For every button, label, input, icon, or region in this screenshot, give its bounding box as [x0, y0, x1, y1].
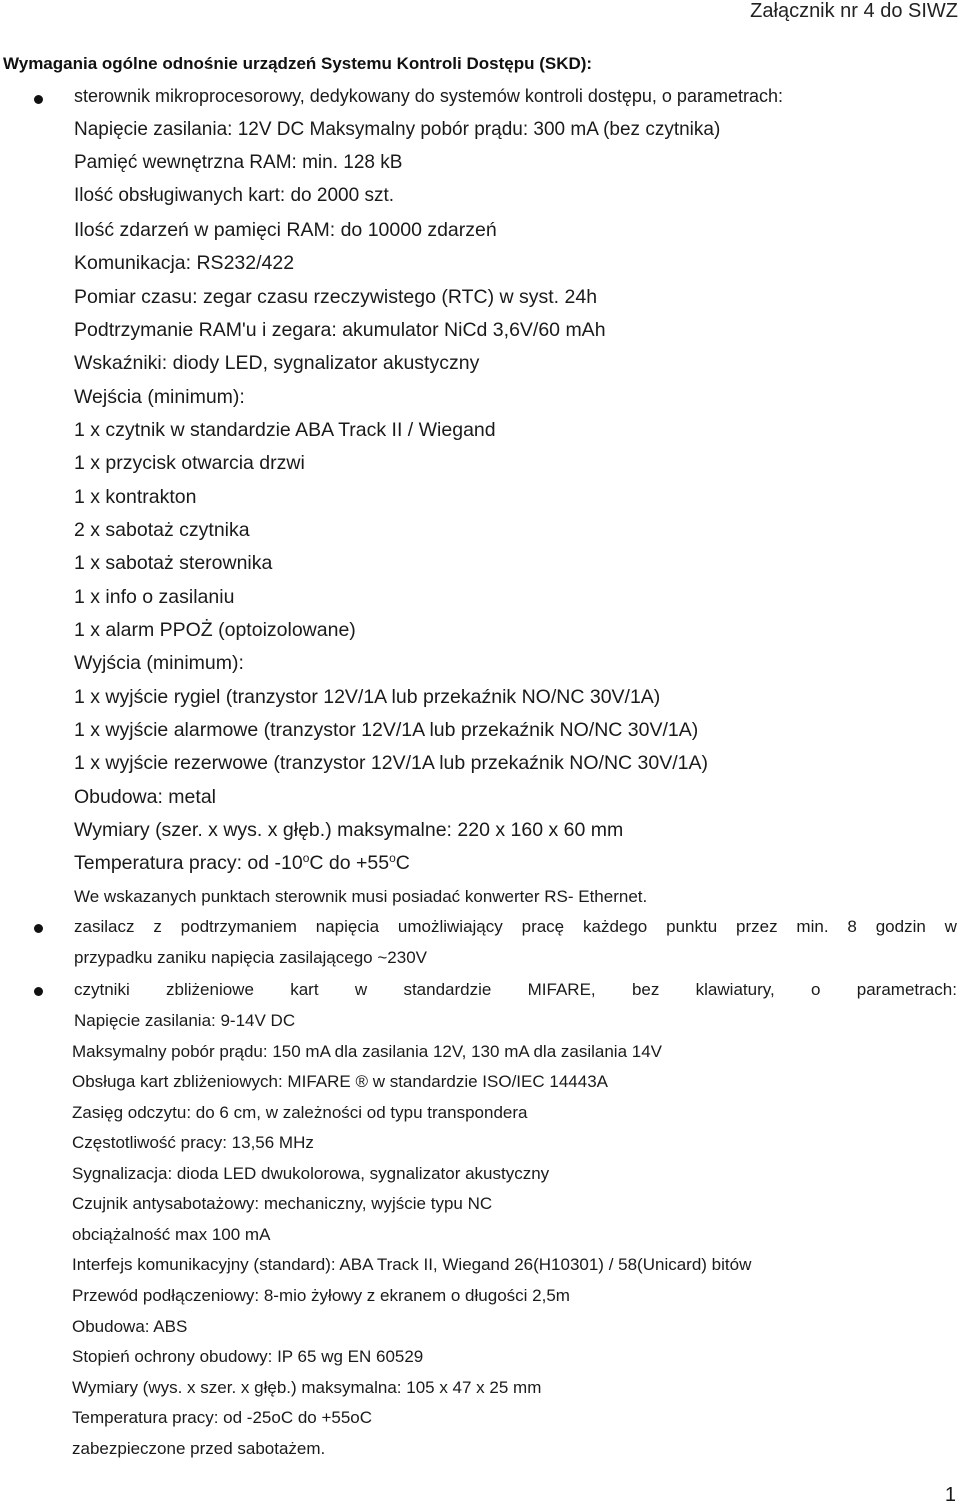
reader-spec-11: Stopień ochrony obudowy: IP 65 wg EN 60529 [72, 1347, 424, 1366]
readers-line-1-word: czytniki [74, 980, 130, 999]
temp-mid: C do +55 [309, 852, 390, 874]
readers-line-1-word: MIFARE, [527, 980, 596, 999]
controller-spec-arial-1: Pamięć wewnętrzna RAM: min. 128 kB [74, 152, 403, 173]
temp-degree-2: o [389, 851, 396, 865]
controller-spec-9: 2 x sabotaż czytnika [74, 519, 250, 541]
bullet-psu [34, 924, 43, 933]
psu-line-1-word: pracę [521, 917, 565, 936]
controller-spec-10: 1 x sabotaż sterownika [74, 552, 273, 574]
controller-spec-5: Wejścia (minimum): [74, 386, 245, 408]
reader-spec-9: Przewód podłączeniowy: 8-mio żyłowy z ekranem o długości 2,5m [72, 1286, 570, 1305]
psu-line-1-word: napięcia [315, 917, 380, 936]
controller-spec-17: Obudowa: metal [74, 786, 216, 808]
ethernet-note: We wskazanych punktach sterownik musi posiadać konwerter RS- Ethernet. [74, 887, 648, 906]
controller-spec-4: Wskaźniki: diody LED, sygnalizator akustyczny [74, 352, 480, 374]
temp-prefix: Temperatura pracy: od -10 [74, 852, 303, 874]
controller-spec-2: Pomiar czasu: zegar czasu rzeczywistego (RTC) w syst. 24h [74, 286, 598, 308]
psu-line-1-word: godzin [875, 917, 926, 936]
reader-spec-12: Wymiary (wys. x szer. x głęb.) maksymalna: 105 x 47 x 25 mm [72, 1378, 542, 1397]
reader-spec-2: Obsługa kart zbliżeniowych: MIFARE ® w standardzie ISO/IEC 14443A [72, 1072, 608, 1091]
reader-spec-13: Temperatura pracy: od -25oC do +55oC [72, 1408, 373, 1427]
reader-spec-7: obciążalność max 100 mA [72, 1225, 271, 1244]
attachment-label: Załącznik nr 4 do SIWZ [750, 0, 958, 22]
controller-spec-arial-0: Napięcie zasilania: 12V DC Maksymalny pobór prądu: 300 mA (bez czytnika) [74, 119, 721, 140]
psu-line-1-word: podtrzymaniem [180, 917, 297, 936]
psu-line-2: przypadku zaniku napięcia zasilającego ~230V [74, 948, 427, 967]
reader-spec-1: Maksymalny pobór prądu: 150 mA dla zasilania 12V, 130 mA dla zasilania 14V [72, 1042, 663, 1061]
controller-spec-18: Wymiary (szer. x wys. x głęb.) maksymalne: 220 x 160 x 60 mm [74, 819, 624, 841]
psu-line-1-word: w [944, 917, 957, 936]
reader-spec-10: Obudowa: ABS [72, 1317, 188, 1336]
psu-line-1 [74, 917, 957, 937]
reader-spec-14: zabezpieczone przed sabotażem. [72, 1439, 326, 1458]
readers-line-1-word: bez [631, 980, 660, 999]
section-heading: Wymagania ogólne odnośnie urządzeń Systemu Kontroli Dostępu (SKD): [3, 54, 593, 73]
controller-spec-6: 1 x czytnik w standardzie ABA Track II / Wiegand [74, 419, 496, 441]
reader-spec-4: Częstotliwość pracy: 13,56 MHz [72, 1133, 314, 1152]
readers-line-1-word: parametrach: [856, 980, 957, 999]
reader-spec-8: Interfejs komunikacyjny (standard): ABA Track II, Wiegand 26(H10301) / 58(Unicard) bitów [72, 1255, 752, 1274]
readers-line-1-word: zbliżeniowe [166, 980, 254, 999]
controller-spec-13: Wyjścia (minimum): [74, 652, 244, 674]
temp-degree-1: o [302, 851, 310, 865]
reader-spec-3: Zasięg odczytu: do 6 cm, w zależności od typu transpondera [72, 1103, 528, 1122]
controller-spec-3: Podtrzymanie RAM'u i zegara: akumulator NiCd 3,6V/60 mAh [74, 319, 606, 341]
psu-line-1-word: każdego [582, 917, 648, 936]
controller-spec-0: Ilość zdarzeń w pamięci RAM: do 10000 zdarzeń [74, 219, 497, 241]
controller-spec-7: 1 x przycisk otwarcia drzwi [74, 452, 305, 474]
controller-temperature [74, 852, 410, 875]
reader-spec-0: Napięcie zasilania: 9-14V DC [74, 1011, 296, 1030]
controller-spec-11: 1 x info o zasilaniu [74, 586, 235, 608]
bullet-controller [34, 95, 43, 104]
readers-line-1-word: standardzie [403, 980, 492, 999]
readers-line-1-word: klawiatury, [695, 980, 775, 999]
reader-spec-5: Sygnalizacja: dioda LED dwukolorowa, sygnalizator akustyczny [72, 1164, 550, 1183]
controller-spec-15: 1 x wyjście alarmowe (tranzystor 12V/1A lub przekaźnik NO/NC 30V/1A) [74, 719, 699, 741]
psu-line-1-word: zasilacz [74, 917, 135, 936]
psu-line-1-word: min. [796, 917, 829, 936]
controller-spec-14: 1 x wyjście rygiel (tranzystor 12V/1A lub przekaźnik NO/NC 30V/1A) [74, 686, 661, 708]
psu-line-1-word: z [153, 917, 162, 936]
readers-line-1 [74, 980, 957, 1000]
psu-line-1-word: przez [736, 917, 778, 936]
controller-spec-arial-2: Ilość obsługiwanych kart: do 2000 szt. [74, 185, 395, 206]
psu-line-1-word: umożliwiający [397, 917, 503, 936]
readers-line-1-word: o [811, 980, 821, 999]
controller-spec-12: 1 x alarm PPOŻ (optoizolowane) [74, 619, 356, 641]
psu-line-1-word: 8 [847, 917, 857, 936]
controller-intro: sterownik mikroprocesorowy, dedykowany do systemów kontroli dostępu, o parametrach: [74, 86, 783, 106]
psu-line-1-word: punktu [666, 917, 718, 936]
reader-spec-6: Czujnik antysabotażowy: mechaniczny, wyjście typu NC [72, 1194, 493, 1213]
controller-spec-1: Komunikacja: RS232/422 [74, 252, 295, 274]
bullet-readers [34, 987, 43, 996]
temp-suffix: C [395, 852, 410, 874]
page-number: 1 [944, 1484, 956, 1506]
readers-line-1-word: w [354, 980, 368, 999]
controller-spec-16: 1 x wyjście rezerwowe (tranzystor 12V/1A lub przekaźnik NO/NC 30V/1A) [74, 752, 708, 774]
readers-line-1-word: kart [290, 980, 319, 999]
controller-spec-8: 1 x kontrakton [74, 486, 197, 508]
